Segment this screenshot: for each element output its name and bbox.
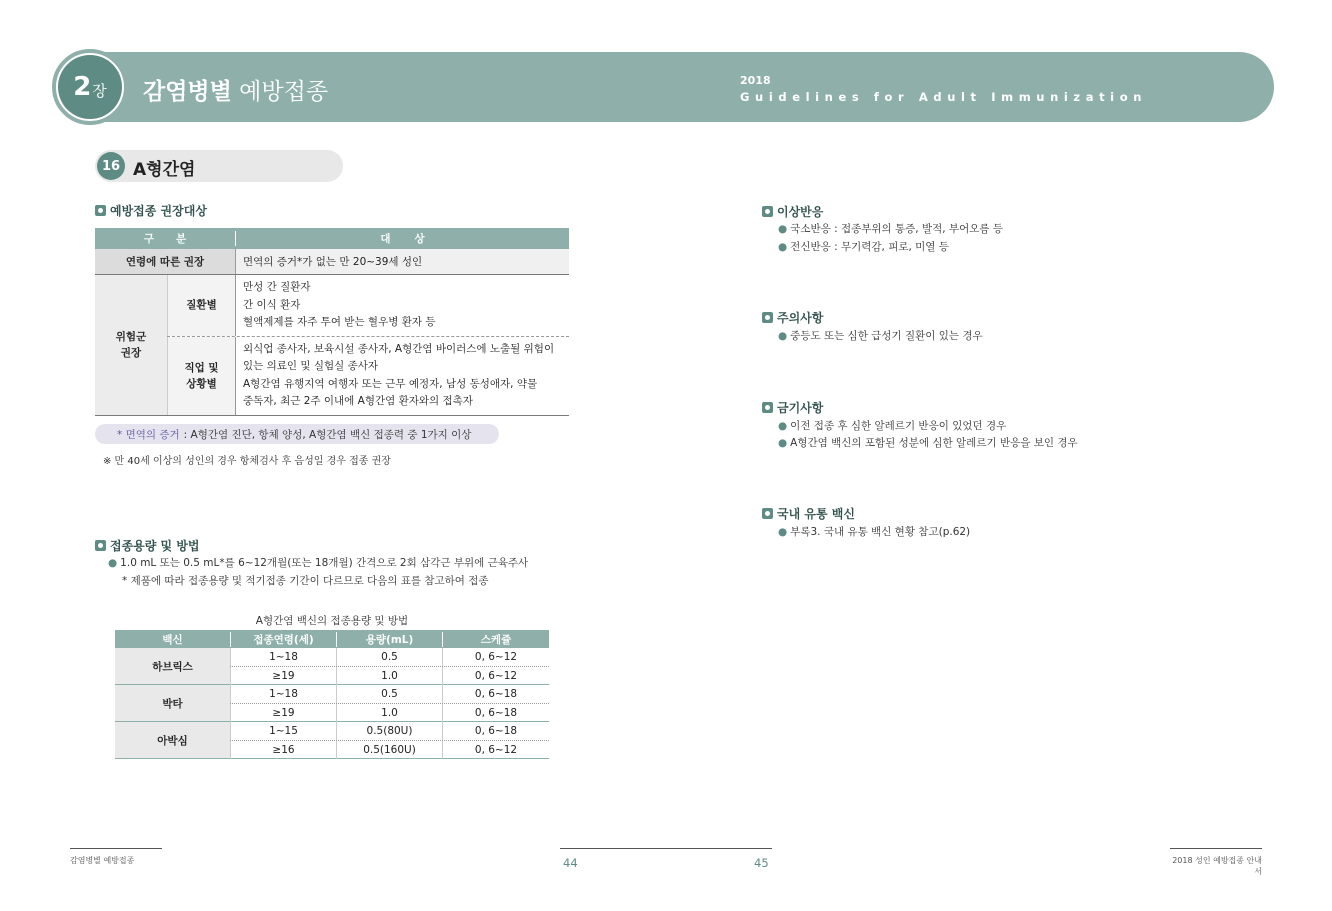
dose-cell: 1.0 [336, 667, 442, 685]
dose-cell: 0.5 [336, 648, 442, 666]
list-item [778, 524, 970, 539]
col-age: 접종연령(세) [230, 632, 336, 647]
list-item-text: 부록3. 국내 유통 백신 현황 참고(p.62) [790, 526, 971, 538]
dose-cell: 1.0 [336, 704, 442, 722]
bullet-dot-icon: ● [108, 557, 118, 569]
footer-right-text: 2018 성인 예방접종 안내서 [1172, 856, 1262, 876]
bullet-square-icon [762, 206, 773, 217]
dosage-line [108, 555, 528, 570]
table-row [167, 275, 569, 336]
schedule-cell: 0, 6~18 [442, 685, 549, 703]
dosage-heading [95, 537, 200, 554]
domestic-heading [762, 505, 855, 522]
col-vaccine: 백신 [162, 633, 183, 646]
cell-line: 만성 간 질환자 [243, 281, 311, 293]
age-cell: 1~18 [230, 648, 336, 666]
target-heading-text: 예방접종 권장대상 [110, 204, 207, 218]
page-number-left: 44 [563, 856, 578, 870]
job-label-line: 직업 및 [184, 361, 219, 374]
schedule-cell: 0, 6~12 [442, 648, 549, 666]
table-row [95, 249, 569, 275]
age-value: 면역의 증거*가 없는 만 20~39세 성인 [235, 249, 569, 274]
list-item-text: 전신반응 : 무기력감, 피로, 미열 등 [790, 241, 949, 253]
guide-year: 2018 [740, 74, 771, 87]
chapter-number: 2 [73, 72, 92, 102]
target-table [95, 228, 569, 416]
list-item [778, 418, 1006, 433]
table-row [167, 336, 569, 415]
target-heading [95, 202, 207, 219]
vaccine-group [115, 685, 549, 722]
age-cell: ≥16 [230, 741, 336, 759]
chapter-title-bold: 감염병별 [143, 79, 232, 105]
job-label [167, 337, 235, 415]
age-cell: ≥19 [230, 667, 336, 685]
bullet-dot-icon: ● [778, 526, 788, 538]
vaccine-name: 아박심 [115, 722, 230, 758]
caution-heading [762, 309, 823, 326]
dosage-heading-text: 접종용량 및 방법 [110, 539, 200, 553]
target-table-header [95, 228, 569, 249]
vaccine-group [115, 648, 549, 685]
bullet-dot-icon: ● [778, 241, 788, 253]
cell-line: 있는 의료인 및 실험실 종사자 [243, 360, 379, 372]
table-row [230, 648, 549, 666]
dosage-table-caption: A형간염 백신의 접종용량 및 방법 [255, 615, 409, 627]
list-item-text: 국소반응 : 접종부위의 통증, 발적, 부어오름 등 [790, 223, 1003, 235]
age-cell: 1~15 [230, 722, 336, 740]
bullet-square-icon [762, 402, 773, 413]
bullet-dot-icon: ● [778, 437, 788, 449]
schedule-cell: 0, 6~18 [442, 722, 549, 740]
contra-heading [762, 399, 823, 416]
risk-group-block [95, 275, 569, 416]
bullet-dot-icon: ● [778, 223, 788, 235]
dose-cell: 0.5(160U) [336, 741, 442, 759]
list-item [778, 239, 949, 254]
chapter-title-rest: 예방접종 [231, 79, 329, 105]
dosage-table [115, 630, 549, 759]
bullet-square-icon [762, 312, 773, 323]
col-target: 대상 [235, 231, 569, 246]
section-number: 16 [97, 152, 125, 180]
job-label-line: 상황별 [186, 377, 217, 390]
table-row [230, 722, 549, 740]
job-cell [235, 337, 569, 415]
guide-title: Guidelines for Adult Immunization [740, 90, 1148, 104]
risk-label-line: 위험군 [115, 330, 147, 343]
cell-line: 중독자, 최근 2주 이내에 A형간염 환자와의 접촉자 [243, 395, 473, 407]
vaccine-group [115, 722, 549, 759]
dose-cell: 0.5 [336, 685, 442, 703]
section-title: A형간염 [133, 160, 196, 180]
table-row [230, 740, 549, 758]
disease-cell [235, 275, 569, 336]
col-category: 구분 [143, 233, 209, 245]
domestic-heading-text: 국내 유통 백신 [777, 507, 855, 521]
footer-rule-right [1170, 848, 1262, 849]
table-row [230, 703, 549, 721]
dosage-note: * 제품에 따라 접종용량 및 적기접종 기간이 다르므로 다음의 표를 참고하여 접종 [122, 575, 489, 587]
dosage-table-header [115, 630, 549, 648]
cell-line: 외식업 종사자, 보육시설 종사자, A형간염 바이러스에 노출될 위험이 [243, 342, 555, 355]
list-item-text: A형간염 백신의 포함된 성분에 심한 알레르기 반응을 보인 경우 [790, 437, 1078, 449]
age-label: 연령에 따른 권장 [95, 249, 235, 274]
list-item [778, 328, 983, 343]
list-item [778, 435, 1078, 450]
immunity-note-value: : A형간염 진단, 항체 양성, A형간염 백신 접종력 중 1가지 이상 [183, 428, 472, 441]
bullet-square-icon [762, 508, 773, 519]
contra-heading-text: 금기사항 [777, 401, 824, 415]
table-row [230, 666, 549, 684]
schedule-cell: 0, 6~18 [442, 704, 549, 722]
schedule-cell: 0, 6~12 [442, 667, 549, 685]
bullet-dot-icon: ● [778, 330, 788, 342]
list-item-text: 이전 접종 후 심한 알레르기 반응이 있었던 경우 [790, 420, 1007, 432]
age-cell: 1~18 [230, 685, 336, 703]
chapter-suffix: 장 [92, 81, 107, 100]
cell-line: 간 이식 환자 [243, 298, 301, 311]
table-row [230, 685, 549, 703]
schedule-cell: 0, 6~12 [442, 741, 549, 759]
age-cell: ≥19 [230, 704, 336, 722]
cell-line: A형간염 유행지역 여행자 또는 근무 예정자, 남성 동성애자, 약물 [243, 377, 538, 390]
col-dose: 용량(mL) [336, 632, 442, 647]
adverse-heading [762, 203, 823, 220]
page-number-right: 45 [754, 856, 769, 870]
risk-label [95, 275, 167, 415]
bullet-dot-icon: ● [778, 420, 788, 432]
adverse-heading-text: 이상반응 [777, 205, 824, 219]
immunity-note-key: * 면역의 증거 [117, 428, 180, 441]
cell-line: 혈액제제를 자주 투여 받는 혈우병 환자 등 [243, 316, 436, 328]
caution-heading-text: 주의사항 [777, 311, 824, 325]
immunity-note [95, 424, 499, 444]
vaccine-name: 박타 [115, 685, 230, 721]
footer-rule-left [70, 848, 162, 849]
list-item-text: 중등도 또는 심한 급성기 질환이 있는 경우 [790, 330, 983, 342]
dosage-line-text: 1.0 mL 또는 0.5 mL*를 6~12개월(또는 18개월) 간격으로 2회 삼각근 부위에 근육주사 [120, 557, 529, 569]
vaccine-name: 하브릭스 [115, 648, 230, 684]
dose-cell: 0.5(80U) [336, 722, 442, 740]
list-item [778, 221, 1003, 236]
footer-left-text: 감염병별 예방접종 [70, 856, 135, 865]
bullet-square-icon [95, 205, 106, 216]
footer-rule-center [560, 848, 772, 849]
chapter-title [143, 73, 328, 106]
risk-label-line: 권장 [120, 346, 142, 359]
chapter-badge [58, 55, 122, 119]
disease-label: 질환별 [167, 275, 235, 336]
age40-note: ※ 만 40세 이상의 성인의 경우 항체검사 후 음성일 경우 접종 권장 [103, 456, 391, 467]
col-schedule: 스케쥴 [442, 632, 549, 647]
bullet-square-icon [95, 540, 106, 551]
